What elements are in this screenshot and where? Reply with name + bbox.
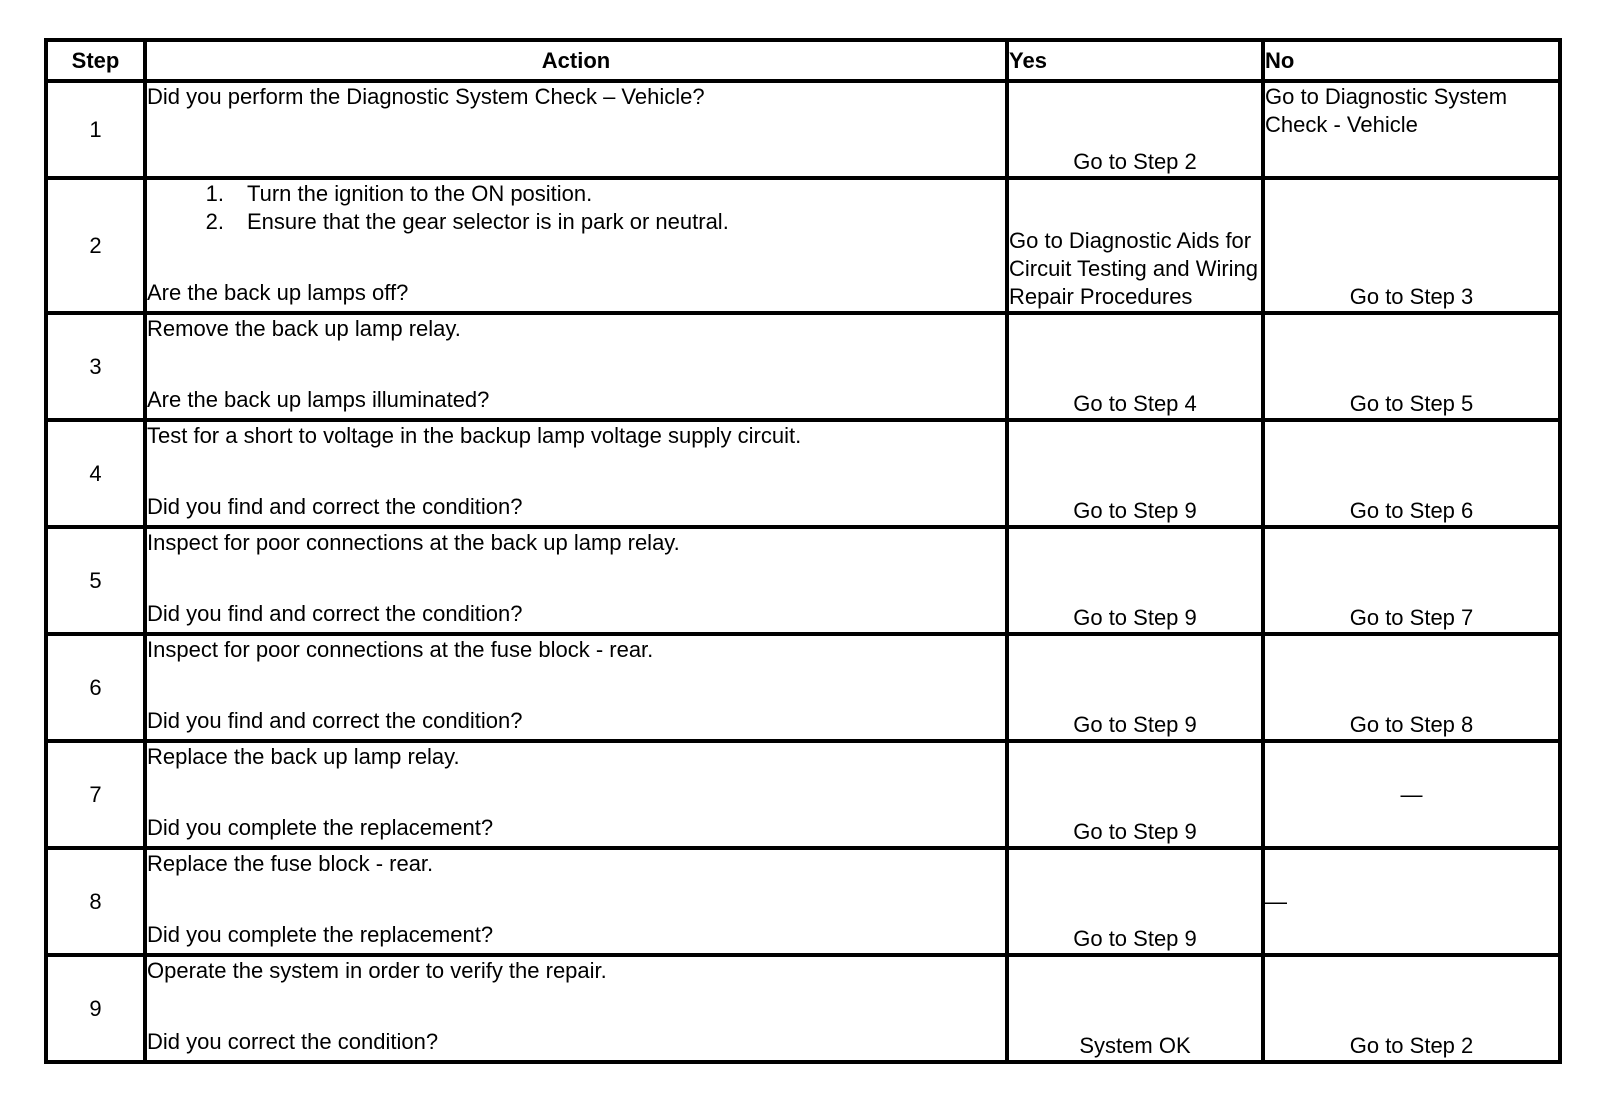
action-cell xyxy=(145,81,1007,178)
action-cell xyxy=(145,420,1007,527)
step-number: 8 xyxy=(46,848,145,955)
action-cell xyxy=(145,527,1007,634)
list-item xyxy=(147,208,1005,236)
yes-cell: Go to Step 9 xyxy=(1007,741,1263,848)
no-cell: — xyxy=(1263,848,1560,955)
action-question: Did you find and correct the condition? xyxy=(147,494,523,519)
step-number: 1 xyxy=(46,81,145,178)
action-text: Replace the back up lamp relay. xyxy=(147,744,460,769)
header-action: Action xyxy=(145,40,1007,81)
action-cell xyxy=(145,955,1007,1062)
step-number: 5 xyxy=(46,527,145,634)
action-question: Did you find and correct the condition? xyxy=(147,708,523,733)
action-text: Operate the system in order to verify the repair. xyxy=(147,958,607,983)
action-steps-list xyxy=(147,180,1005,236)
table-row xyxy=(46,741,1560,848)
action-question: Are the back up lamps illuminated? xyxy=(147,387,490,412)
table-row xyxy=(46,955,1560,1062)
step-number: 9 xyxy=(46,955,145,1062)
yes-cell: System OK xyxy=(1007,955,1263,1062)
list-number: 2. xyxy=(205,209,224,234)
header-step: Step xyxy=(46,40,145,81)
table-row xyxy=(46,848,1560,955)
yes-cell: Go to Step 9 xyxy=(1007,634,1263,741)
yes-cell: Go to Diagnostic Aids for Circuit Testing and Wiring Repair Procedures xyxy=(1007,178,1263,313)
action-cell xyxy=(145,178,1007,313)
no-cell: Go to Diagnostic System Check - Vehicle xyxy=(1263,81,1560,178)
action-text: Replace the fuse block - rear. xyxy=(147,851,434,876)
yes-cell: Go to Step 4 xyxy=(1007,313,1263,420)
header-no: No xyxy=(1263,40,1560,81)
diagnostic-table xyxy=(44,38,1562,1064)
yes-cell: Go to Step 9 xyxy=(1007,527,1263,634)
action-question: Did you complete the replacement? xyxy=(147,815,494,840)
table-row xyxy=(46,178,1560,313)
list-text: Turn the ignition to the ON position. xyxy=(247,181,593,206)
no-cell: — xyxy=(1263,741,1560,848)
header-row xyxy=(46,40,1560,81)
action-question: Are the back up lamps off? xyxy=(147,280,409,305)
yes-cell: Go to Step 9 xyxy=(1007,420,1263,527)
list-number: 1. xyxy=(205,181,224,206)
step-number: 7 xyxy=(46,741,145,848)
no-cell: Go to Step 5 xyxy=(1263,313,1560,420)
action-text: Remove the back up lamp relay. xyxy=(147,316,461,341)
action-text: Inspect for poor connections at the fuse block - rear. xyxy=(147,637,654,662)
action-text: Test for a short to voltage in the backup lamp voltage supply circuit. xyxy=(147,423,802,448)
action-cell xyxy=(145,313,1007,420)
table-row xyxy=(46,313,1560,420)
step-number: 4 xyxy=(46,420,145,527)
step-number: 2 xyxy=(46,178,145,313)
action-text: Inspect for poor connections at the back up lamp relay. xyxy=(147,530,680,555)
yes-cell: Go to Step 2 xyxy=(1007,81,1263,178)
list-item xyxy=(147,180,1005,208)
no-cell: Go to Step 2 xyxy=(1263,955,1560,1062)
list-text: Ensure that the gear selector is in park or neutral. xyxy=(247,209,729,234)
no-cell: Go to Step 8 xyxy=(1263,634,1560,741)
table-row xyxy=(46,527,1560,634)
table-row xyxy=(46,634,1560,741)
no-cell: Go to Step 7 xyxy=(1263,527,1560,634)
no-cell: Go to Step 3 xyxy=(1263,178,1560,313)
yes-cell: Go to Step 9 xyxy=(1007,848,1263,955)
table-row xyxy=(46,420,1560,527)
step-number: 6 xyxy=(46,634,145,741)
action-question: Did you correct the condition? xyxy=(147,1029,439,1054)
action-question: Did you complete the replacement? xyxy=(147,922,494,947)
action-cell xyxy=(145,634,1007,741)
no-cell: Go to Step 6 xyxy=(1263,420,1560,527)
table-row xyxy=(46,81,1560,178)
action-cell xyxy=(145,848,1007,955)
step-number: 3 xyxy=(46,313,145,420)
action-cell xyxy=(145,741,1007,848)
action-text: Did you perform the Diagnostic System Check – Vehicle? xyxy=(147,84,705,109)
action-question: Did you find and correct the condition? xyxy=(147,601,523,626)
header-yes: Yes xyxy=(1007,40,1263,81)
